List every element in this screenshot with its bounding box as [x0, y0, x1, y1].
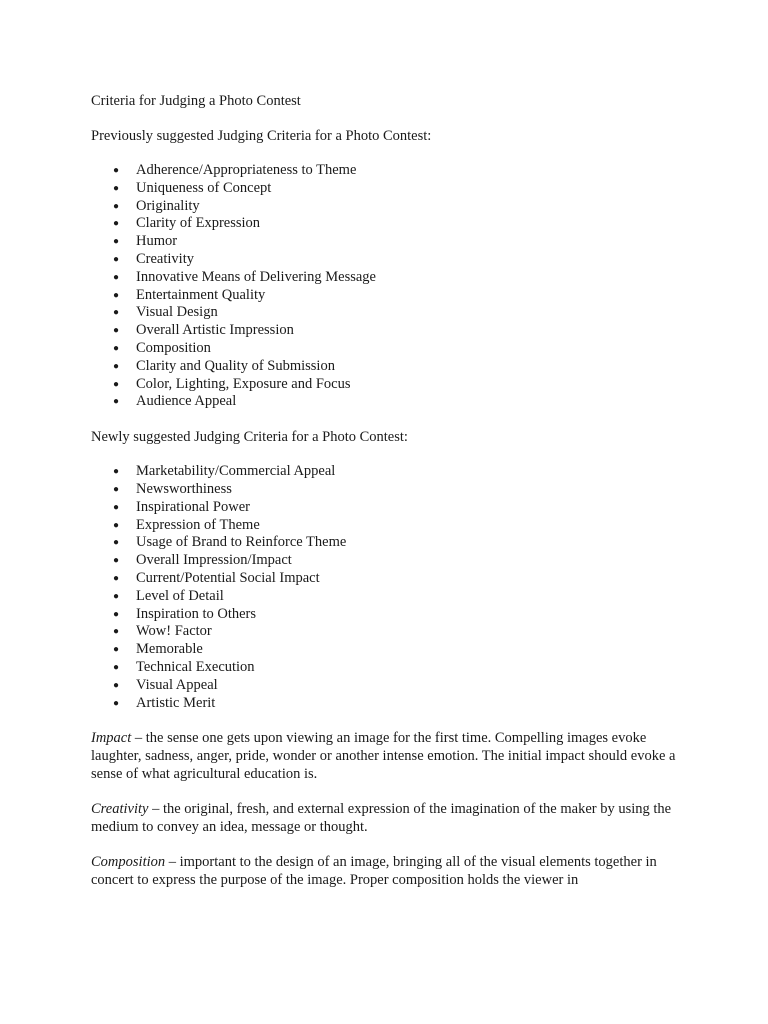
list-item-label: Wow! Factor [136, 623, 212, 640]
bullet-icon: ● [113, 590, 120, 602]
bullet-icon: ● [113, 572, 120, 584]
definition-paragraph [91, 800, 681, 836]
list-item [91, 499, 681, 517]
list-item-label: Newsworthiness [136, 480, 232, 497]
list-item [91, 322, 681, 340]
list-item [91, 198, 681, 216]
bullet-icon: ● [113, 396, 120, 408]
bullet-icon: ● [113, 253, 120, 265]
list-item [91, 340, 681, 358]
list-item [91, 570, 681, 588]
bullet-icon: ● [113, 378, 120, 390]
list-item-label: Originality [136, 197, 200, 214]
bullet-icon: ● [113, 626, 120, 638]
bullet-icon: ● [113, 466, 120, 478]
bullet-icon: ● [113, 608, 120, 620]
list-item-label: Overall Impression/Impact [136, 552, 292, 569]
bullet-icon: ● [113, 165, 120, 176]
bullet-icon: ● [113, 661, 120, 673]
list-item [91, 623, 681, 641]
bullet-icon: ● [113, 555, 120, 567]
list-item [91, 463, 681, 481]
list-item-label: Level of Detail [136, 587, 224, 604]
bullet-icon: ● [113, 697, 120, 709]
list-item-label: Current/Potential Social Impact [136, 569, 320, 586]
bullet-icon: ● [113, 360, 120, 372]
list-item [91, 393, 681, 411]
list-item-label: Color, Lighting, Exposure and Focus [136, 375, 351, 392]
list-item [91, 287, 681, 305]
list-item [91, 304, 681, 322]
bullet-icon: ● [113, 182, 120, 194]
definition-term: Composition [91, 854, 166, 871]
bullet-icon: ● [113, 200, 120, 212]
list-item-label: Innovative Means of Delivering Message [136, 268, 376, 285]
bullet-icon: ● [113, 537, 120, 549]
list-item [91, 659, 681, 677]
list-item-label: Uniqueness of Concept [136, 179, 272, 196]
definitions-section [91, 729, 681, 889]
list-item-label: Visual Appeal [136, 676, 218, 693]
list-item [91, 251, 681, 269]
bullet-icon: ● [113, 483, 120, 495]
bullet-icon: ● [113, 307, 120, 319]
list-item [91, 481, 681, 499]
bullet-icon: ● [113, 236, 120, 248]
bullet-icon: ● [113, 644, 120, 656]
list-item-label: Memorable [136, 641, 203, 658]
bullet-icon: ● [113, 289, 120, 301]
list-item [91, 376, 681, 394]
bullet-icon: ● [113, 342, 120, 354]
list-item [91, 517, 681, 535]
list-item [91, 233, 681, 251]
list-item-label: Composition [136, 339, 211, 356]
definition-text: – the original, fresh, and external expression of the imagination of the maker by using the medium to convey an idea, message or thought. [91, 801, 672, 836]
bullet-icon: ● [113, 519, 120, 531]
new-criteria-list [91, 463, 681, 712]
definition-text: – important to the design of an image, bringing all of the visual elements together in concert to express the purpose of the image. Proper composition holds the viewer in [91, 854, 657, 889]
list-item [91, 358, 681, 376]
previous-criteria-heading: Previously suggested Judging Criteria for a Photo Contest: [91, 128, 432, 144]
list-item-label: Clarity and Quality of Submission [136, 357, 335, 374]
list-item-label: Entertainment Quality [136, 286, 266, 303]
list-item [91, 641, 681, 659]
list-item-label: Visual Design [136, 304, 218, 321]
definition-paragraph [91, 853, 681, 889]
bullet-icon: ● [113, 218, 120, 230]
list-item-label: Artistic Merit [136, 694, 216, 711]
list-item [91, 606, 681, 624]
definition-term: Impact [91, 730, 132, 747]
list-item [91, 552, 681, 570]
list-item [91, 162, 681, 180]
list-item-label: Inspiration to Others [136, 605, 257, 622]
list-item-label: Adherence/Appropriateness to Theme [136, 162, 357, 178]
bullet-icon: ● [113, 271, 120, 283]
list-item [91, 677, 681, 695]
definition-term: Creativity [91, 801, 149, 818]
definition-paragraph [91, 729, 681, 783]
list-item-label: Inspirational Power [136, 498, 250, 515]
list-item [91, 534, 681, 552]
list-item-label: Technical Execution [136, 658, 255, 675]
document-page [91, 92, 681, 906]
list-item [91, 695, 681, 713]
new-criteria-heading: Newly suggested Judging Criteria for a Photo Contest: [91, 429, 408, 446]
list-item [91, 180, 681, 198]
list-item-label: Creativity [136, 250, 194, 267]
list-item-label: Overall Artistic Impression [136, 322, 294, 339]
previous-criteria-list [91, 162, 681, 411]
document-title: Criteria for Judging a Photo Contest [91, 93, 301, 109]
list-item-label: Expression of Theme [136, 516, 260, 533]
list-item-label: Clarity of Expression [136, 215, 261, 232]
list-item [91, 588, 681, 606]
list-item [91, 269, 681, 287]
list-item-label: Usage of Brand to Reinforce Theme [136, 534, 347, 551]
definition-text: – the sense one gets upon viewing an image for the first time. Compelling images evoke laughter, sadness, anger, pride, wonder or another intense emotion. The initial impact should evoke a sense of what agricultural education is. [91, 730, 676, 783]
list-item-label: Humor [136, 233, 178, 250]
bullet-icon: ● [113, 501, 120, 513]
list-item-label: Audience Appeal [136, 393, 237, 410]
list-item-label: Marketability/Commercial Appeal [136, 463, 336, 480]
bullet-icon: ● [113, 679, 120, 691]
bullet-icon: ● [113, 325, 120, 337]
list-item [91, 215, 681, 233]
